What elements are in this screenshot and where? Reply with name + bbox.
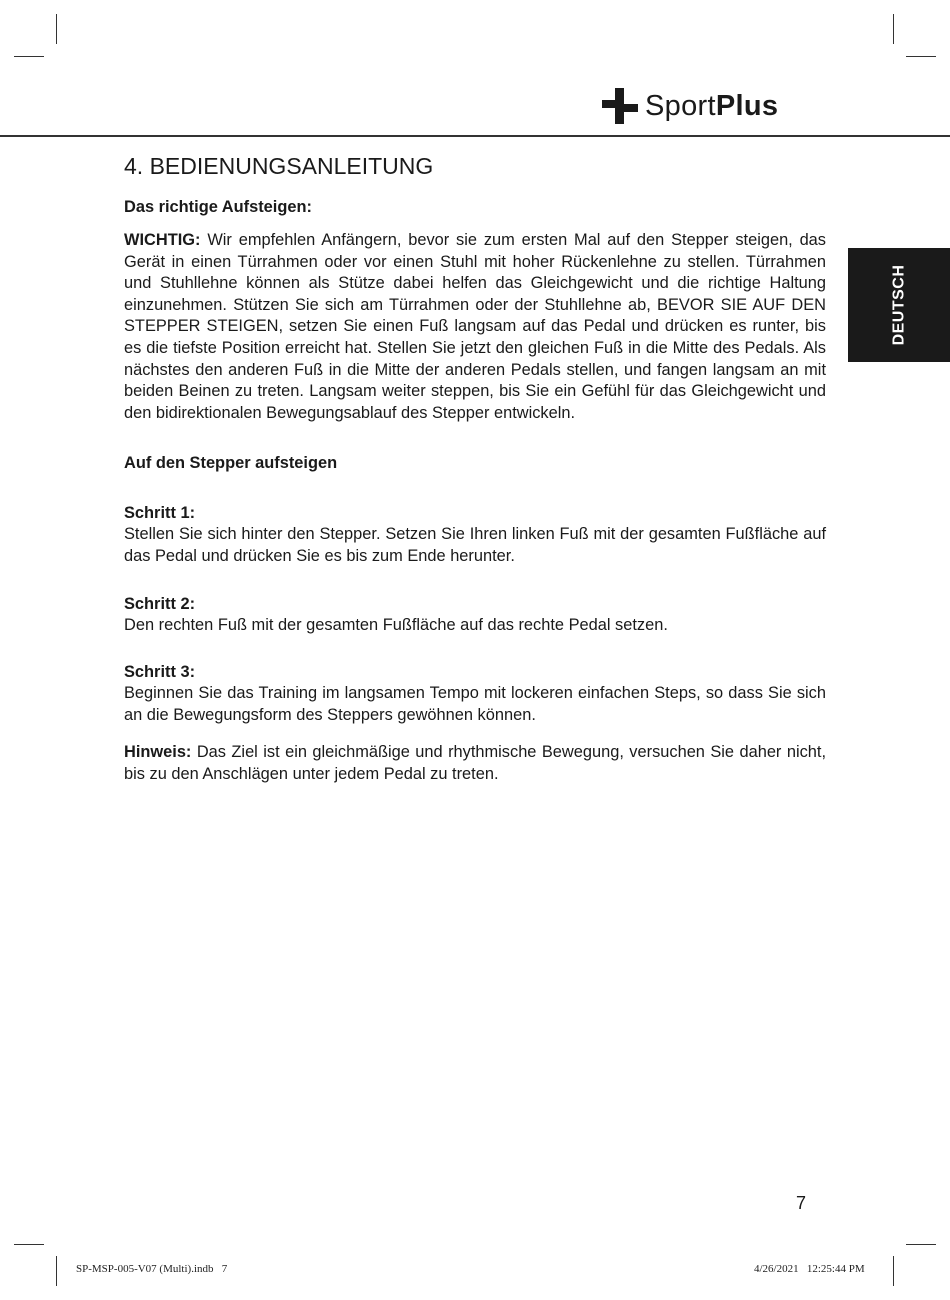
crop-mark-top-right-horizontal <box>906 56 936 57</box>
wichtig-text: Wir empfehlen Anfängern, bevor sie zum ersten Mal auf den Stepper steigen, das Gerät in einen Türrahmen oder vor einen Stuhl mit hoher Rückenlehne zu stellen. Türrahmen und Stuhllehne können als Stütze dabei helfen das Gleichgewicht und die richtige Haltung einzunehmen. Stützen Sie sich am Türrahmen oder der Stuhllehne ab, BEVOR SIE AUF DEN STEPPER STEIGEN, setzen Sie einen Fuß langsam auf das Pedal und drücken es runter, bis es die tiefste Position erreicht hat. Stellen Sie jetzt den gleichen Fuß in die Mitte des Pedals. Als nächstes den anderen Fuß in die Mitte der anderen Pedals stellen, und fangen langsam an mit beiden Beinen zu treten. Langsam weiter steppen, bis Sie ein Gefühl für das Gleichgewicht und den bidirektionalen Bewegungsablauf des Stepper entwickeln. <box>124 231 826 422</box>
crop-mark-bottom-right-vertical <box>893 1256 894 1286</box>
print-slug-timestamp: 4/26/2021 12:25:44 PM <box>754 1263 865 1275</box>
language-tab-label: DEUTSCH <box>890 264 907 346</box>
hinweis-text: Das Ziel ist ein gleichmäßige und rhythmische Bewegung, versuchen Sie daher nicht, bis zu den Anschlägen unter jedem Pedal zu treten. <box>124 743 826 783</box>
step-3 <box>124 661 826 726</box>
sportplus-cross-icon <box>601 87 639 125</box>
hinweis-label: Hinweis: <box>124 743 192 762</box>
wichtig-label: WICHTIG: <box>124 231 201 249</box>
crop-mark-bottom-left-vertical <box>56 1256 57 1286</box>
section-title: BEDIENUNGSANLEITUNG <box>149 153 434 179</box>
step-2 <box>124 593 826 637</box>
section-heading <box>124 150 826 182</box>
crop-mark-top-left-horizontal <box>14 56 44 57</box>
crop-mark-bottom-right-horizontal <box>906 1244 936 1245</box>
logo-word-plus: Plus <box>715 89 779 122</box>
crop-mark-top-right-vertical <box>893 14 894 44</box>
page-number: 7 <box>796 1193 807 1213</box>
step-1-text: Stellen Sie sich hinter den Stepper. Setzen Sie Ihren linken Fuß mit der gesamten Fußfläche auf das Pedal und drücken Sie es bis zum Ende herunter. <box>124 525 826 565</box>
crop-mark-top-left-vertical <box>56 14 57 44</box>
step-3-label: Schritt 3: <box>124 663 196 682</box>
language-tab <box>848 248 950 362</box>
step-1 <box>124 502 826 567</box>
step-2-label: Schritt 2: <box>124 594 196 613</box>
logo-word-sport: Sport <box>645 89 716 122</box>
step-2-text: Den rechten Fuß mit der gesamten Fußfläche auf das rechte Pedal setzen. <box>124 615 668 634</box>
step-3-text: Beginnen Sie das Training im langsamen Tempo mit lockeren einfachen Steps, so dass Sie sich an die Bewegungsform des Steppers gewöhnen können. <box>124 684 826 724</box>
logo-wordmark <box>645 89 779 122</box>
crop-mark-bottom-left-horizontal <box>14 1244 44 1245</box>
header-rule <box>0 135 950 137</box>
wichtig-paragraph <box>124 230 826 424</box>
main-content <box>124 150 826 786</box>
sportplus-logo <box>601 86 778 126</box>
section-number: 4. <box>124 153 144 179</box>
step-1-label: Schritt 1: <box>124 504 196 523</box>
print-slug-file: SP-MSP-005-V07 (Multi).indb 7 <box>76 1263 228 1275</box>
stepper-title: Auf den Stepper aufsteigen <box>124 454 338 473</box>
hinweis-paragraph <box>124 742 826 785</box>
aufsteigen-title: Das richtige Aufsteigen: <box>124 198 312 216</box>
